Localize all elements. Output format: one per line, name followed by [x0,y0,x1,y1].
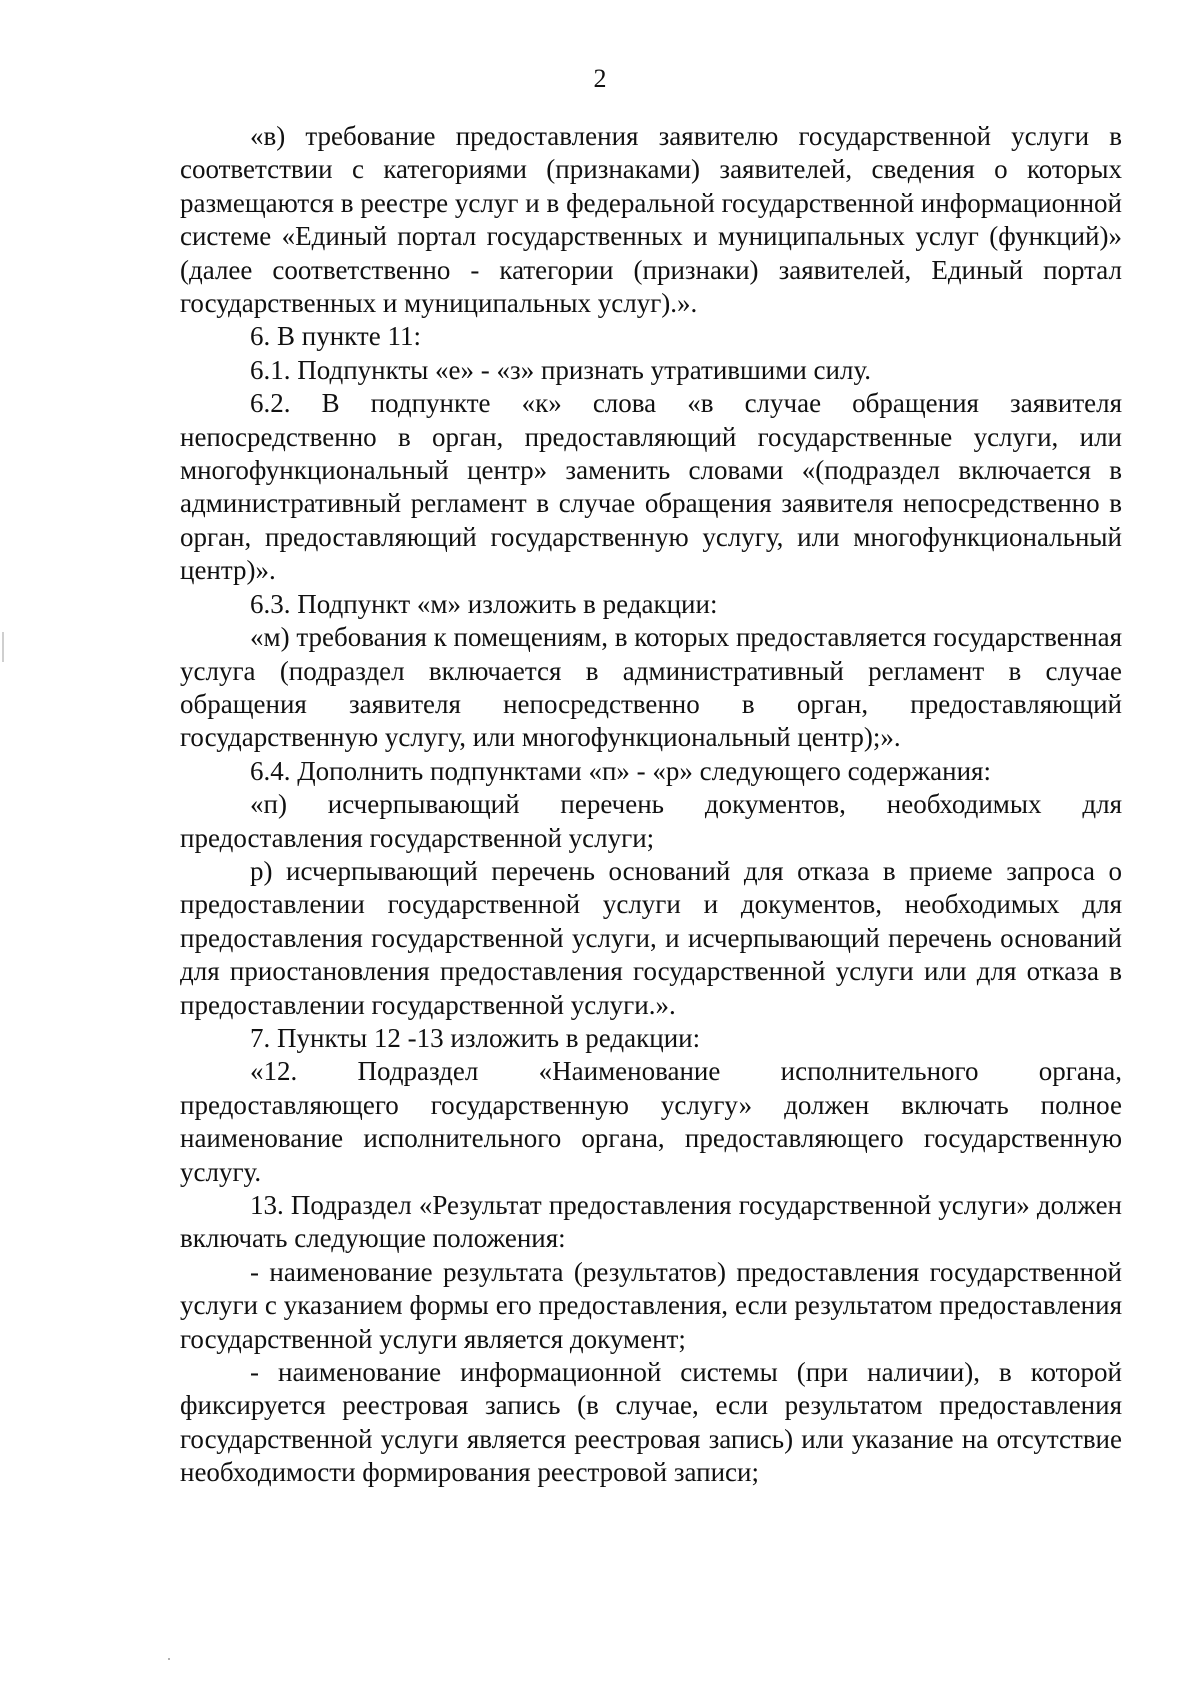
paragraph-item-6: 6. В пункте 11: [250,321,421,352]
paragraph-item-6-4: 6.4. Дополнить подпунктами «п» - «р» следующего содержания: [250,755,991,786]
scan-speck [168,1658,170,1660]
scan-margin-mark [2,632,4,662]
paragraph-bullet-result-name: - наименование результата (результатов) предоставления государственной услуги с указанием формы его предоставления, если результатом предоставления государственной услуги является документ; [180,1256,1122,1354]
paragraph-requirement-v: «в) требование предоставления заявителю государственной услуги в соответствии с категориями (признаками) заявителей, сведения о которых размещаются в реестре услуг и в федеральной государственной информационной системе «Единый портал государственных и муниципальных услуг (функций)» (далее соответственно - категории (признаки) заявителей, Единый портал государственных и муниципальных услуг).». [180,121,1122,319]
paragraph-item-6-3: 6.3. Подпункт «м» изложить в редакции: [250,588,718,619]
paragraph-item-7: 7. Пункты 12 -13 изложить в редакции: [250,1022,701,1053]
page-number: 2 [593,64,607,93]
paragraph-subitem-r: р) исчерпывающий перечень оснований для отказа в приеме запроса о предоставлении государственной услуги и документов, необходимых для предоставления государственной услуги, и исчерпывающий перечень оснований для приостановления предоставления государственной услуги или для отказа в предоставлении государственной услуги.». [180,855,1122,1020]
paragraph-subitem-p: «п) исчерпывающий перечень документов, необходимых для предоставления государственной услуги; [180,789,1122,853]
paragraph-item-6-1: 6.1. Подпункты «е» - «з» признать утратившими силу. [250,354,871,385]
paragraph-item-6-2: 6.2. В подпункте «к» слова «в случае обращения заявителя непосредственно в орган, предоставляющий государственные услуги, или многофункциональный центр» заменить словами «(подраздел включается в административный регламент в случае обращения заявителя непосредственно в орган, предоставляющий государственную услугу, или многофункциональный центр)». [180,388,1122,586]
paragraph-bullet-info-system: - наименование информационной системы (при наличии), в которой фиксируется реестровая запись (в случае, если результатом предоставления государственной услуги является реестровая запись) или указание на отсутствие необходимости формирования реестровой записи; [180,1357,1122,1488]
paragraph-item-13: 13. Подраздел «Результат предоставления государственной услуги» должен включать следующие положения: [180,1190,1122,1254]
paragraph-subitem-m: «м) требования к помещениям, в которых предоставляется государственная услуга (подраздел включается в административный регламент в случае обращения заявителя непосредственно в орган, предоставляющий государственную услугу, или многофункциональный центр);». [180,622,1122,753]
document-body [180,120,1122,1490]
paragraph-item-12: «12. Подраздел «Наименование исполнительного органа, предоставляющего государственную услугу» должен включать полное наименование исполнительного органа, предоставляющего государственную услугу. [180,1056,1122,1187]
